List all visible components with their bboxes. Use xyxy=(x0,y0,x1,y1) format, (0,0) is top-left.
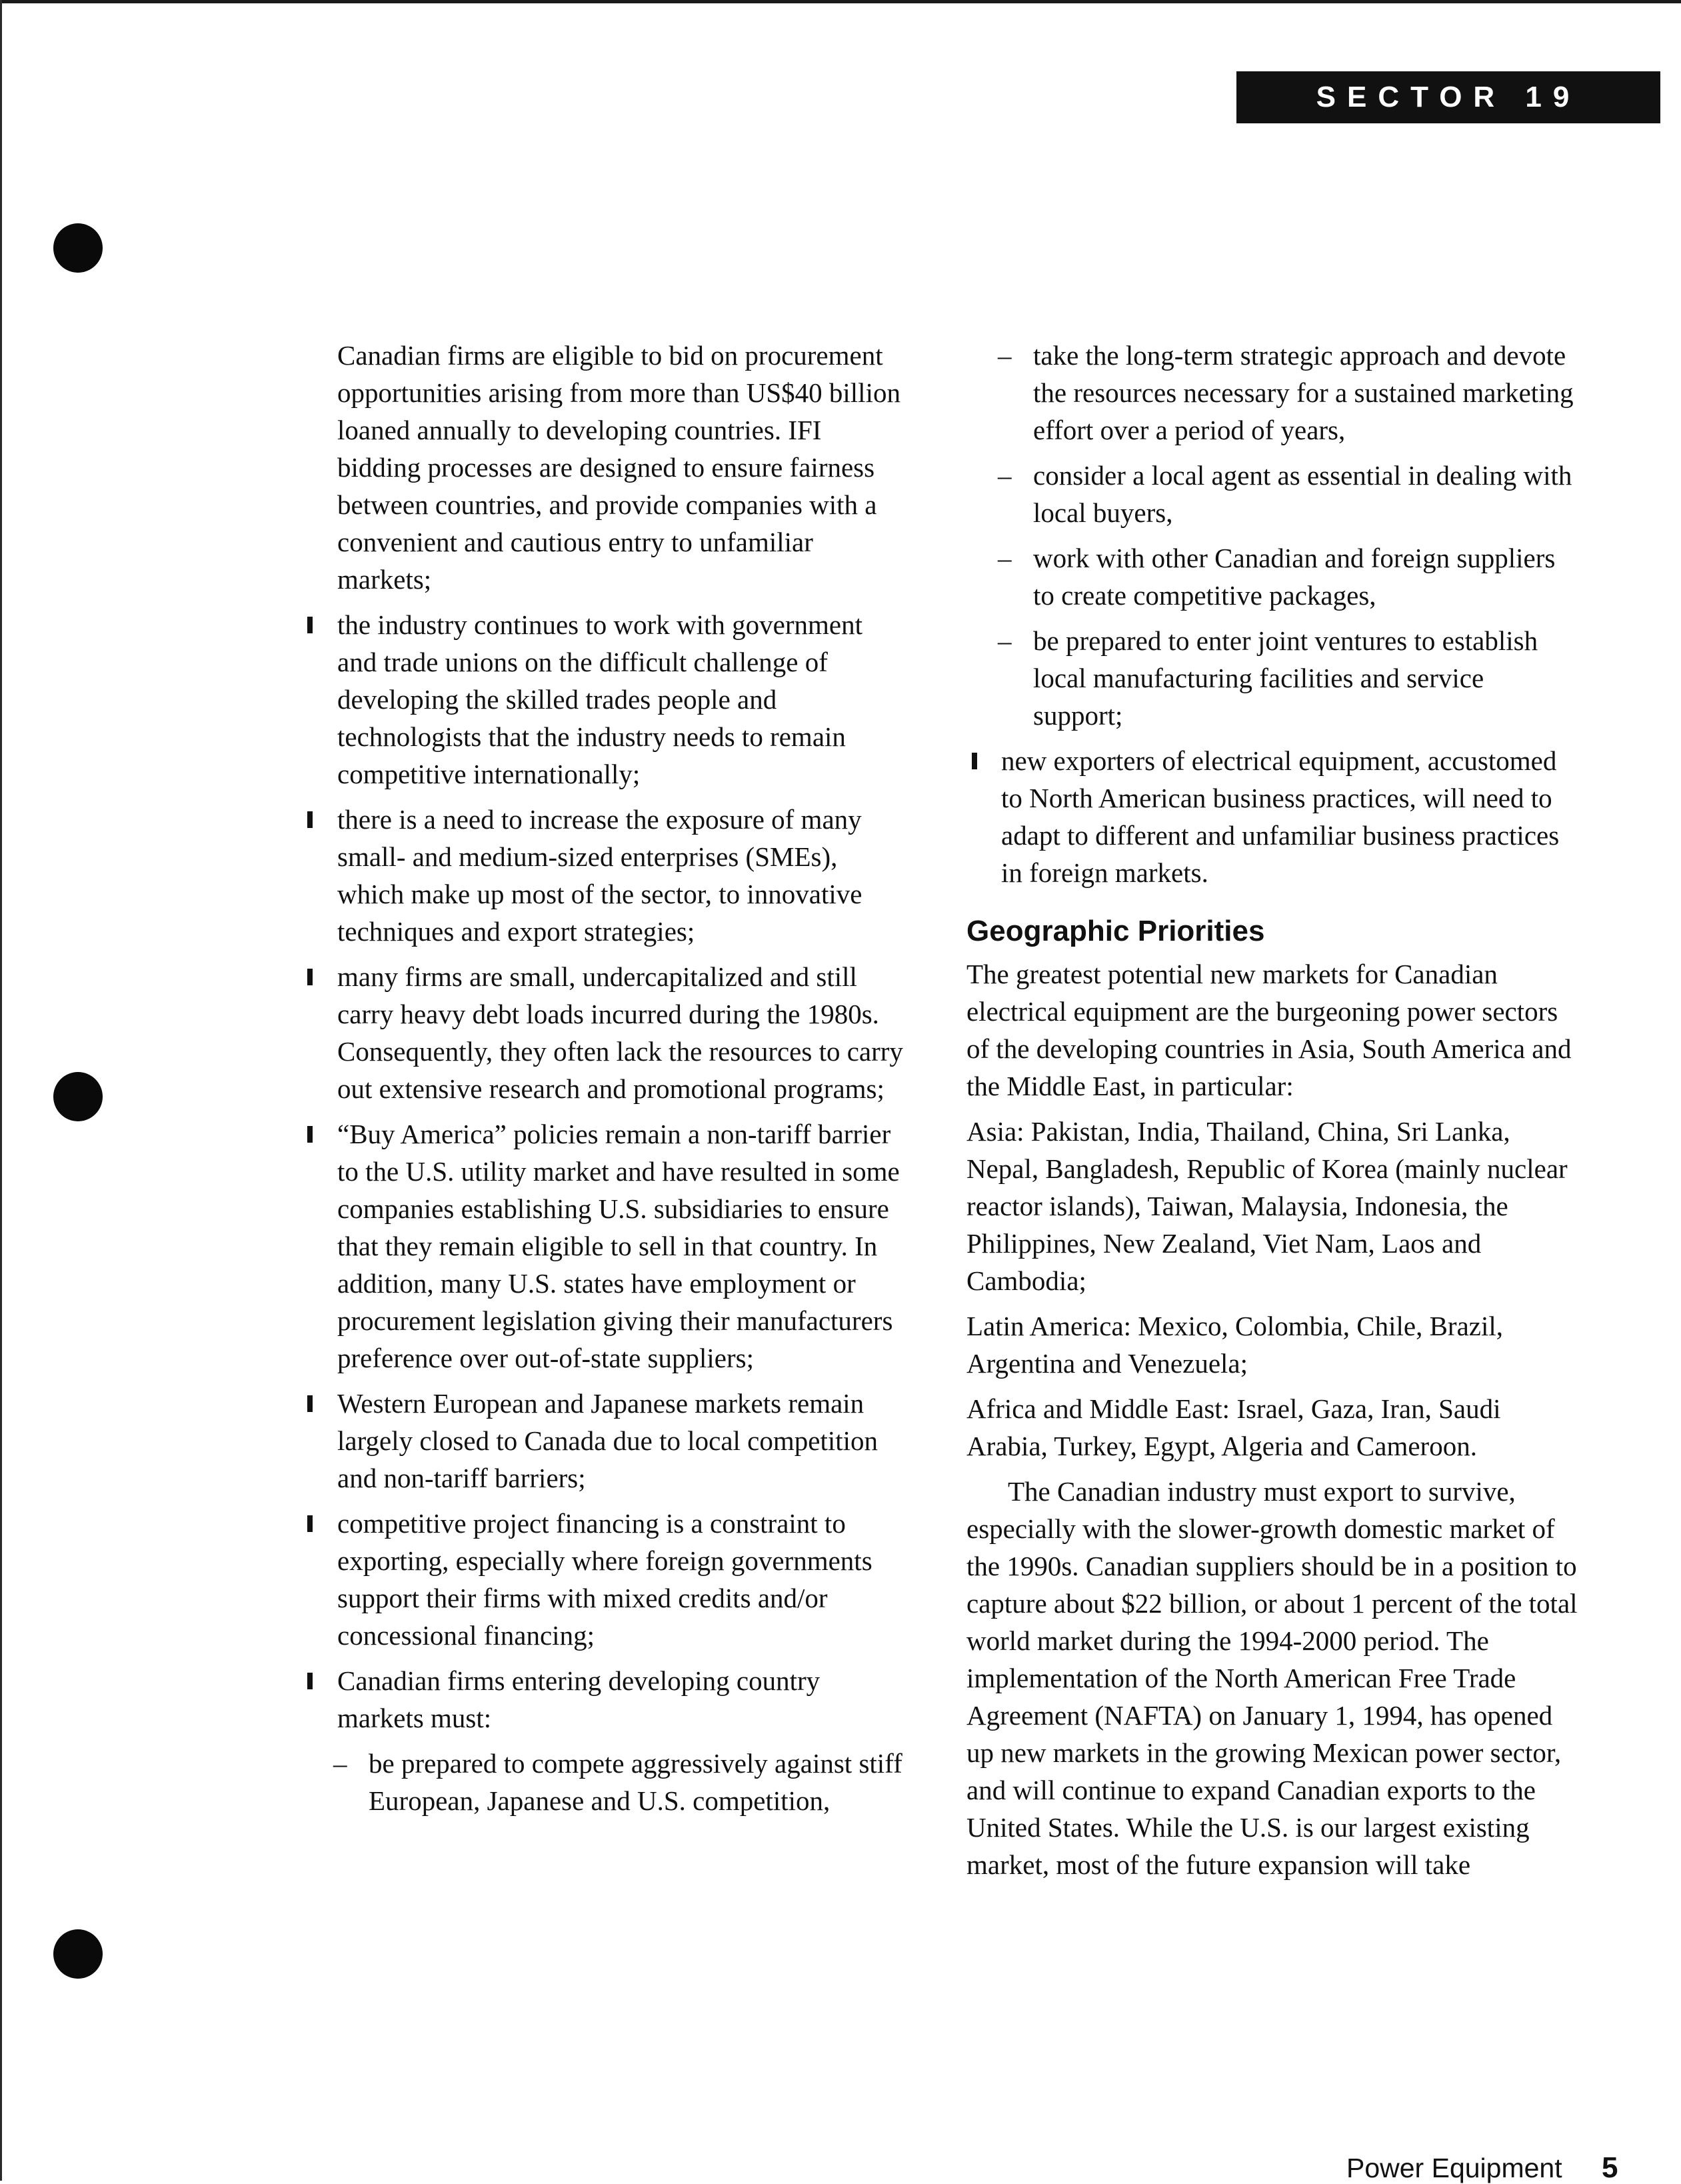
intro-paragraph: Canadian firms are eligible to bid on procurement opportunities arising from more than US$40 billion loaned annually to developing countries. IFI bidding processes are designed to ensure fairness between countries, and provide companies with a convenient and cautious entry to unfamiliar markets; xyxy=(337,340,900,595)
punch-hole-bottom xyxy=(53,1929,103,1979)
dash-text: consider a local agent as essential in dealing with local buyers, xyxy=(1033,460,1572,528)
bullet-marker xyxy=(307,969,313,985)
top-border-rule xyxy=(0,0,1681,3)
left-border-rule xyxy=(0,0,2,2181)
left-column xyxy=(302,337,905,1819)
bullet-text: competitive project financing is a constraint to exporting, especially where foreign governments support their firms with mixed credits and/or concessional financing; xyxy=(337,1508,872,1651)
dash-item xyxy=(966,539,1580,614)
region-africa-middle-east: Africa and Middle East: Israel, Gaza, Iran, Saudi Arabia, Turkey, Egypt, Algeria and Cameroon. xyxy=(966,1393,1501,1461)
region-latin-america: Latin America: Mexico, Colombia, Chile, Brazil, Argentina and Venezuela; xyxy=(966,1311,1504,1379)
bullet-item xyxy=(302,1662,905,1737)
sector-label: SECTOR 19 xyxy=(1236,71,1660,123)
dash-marker: – xyxy=(998,340,1012,371)
closing-paragraph: The Canadian industry must export to survive, especially with the slower-growth domestic market of the 1990s. Canadian suppliers should be in a position to capture about $22 billion, or about 1 percent of the total world market during the 1994-2000 period. The implementation of the North American Free Trade Agreement (NAFTA) on January 1, 1994, has opened up new markets in the growing Mexican power sector, and will continue to expand Canadian exports to the United States. While the U.S. is our largest existing market, most of the future expansion will take xyxy=(966,1476,1578,1880)
bullet-item xyxy=(302,801,905,950)
bullet-text: Western European and Japanese markets remain largely closed to Canada due to local competition and non-tariff barriers; xyxy=(337,1388,878,1493)
dash-item xyxy=(966,622,1580,734)
bullet-text: Canadian firms entering developing country markets must: xyxy=(337,1665,821,1733)
region-asia: Asia: Pakistan, India, Thailand, China, Sri Lanka, Nepal, Bangladesh, Republic of Korea (mainly nuclear reactor islands), Taiwan, Malaysia, Indonesia, the Philippines, New Zealand, Viet Nam, Laos and Cambodia; xyxy=(966,1116,1568,1296)
section-intro: The greatest potential new markets for Canadian electrical equipment are the burgeoning power sectors of the developing countries in Asia, South America and the Middle East, in particular: xyxy=(966,959,1572,1101)
page-number: 5 xyxy=(1602,2151,1618,2184)
dash-item xyxy=(966,337,1580,449)
dash-text: be prepared to compete aggressively against stiff European, Japanese and U.S. competition, xyxy=(369,1748,902,1816)
dash-text: work with other Canadian and foreign suppliers to create competitive packages, xyxy=(1033,543,1556,611)
bullet-marker xyxy=(307,1673,313,1689)
bullet-item xyxy=(302,1505,905,1654)
bullet-text: there is a need to increase the exposure of many small- and medium-sized enterprises (SMEs), which make up most of the sector, to innovative techniques and export strategies; xyxy=(337,804,862,947)
bullet-text: the industry continues to work with government and trade unions on the difficult challenge of developing the skilled trades people and technologists that the industry needs to remain competitive internationally; xyxy=(337,609,862,789)
bullet-text: “Buy America” policies remain a non-tariff barrier to the U.S. utility market and have resulted in some companies establishing U.S. subsidiaries to ensure that they remain eligible to sell in that country. In addition, many U.S. states have employment or procurement legislation giving their manufacturers preference over out-of-state suppliers; xyxy=(337,1119,900,1373)
dash-text: be prepared to enter joint ventures to establish local manufacturing facilities and service support; xyxy=(1033,625,1538,731)
bullet-marker xyxy=(307,617,313,633)
bullet-text: new exporters of electrical equipment, accustomed to North American business practices, will need to adapt to different and unfamiliar business practices in foreign markets. xyxy=(1001,745,1560,888)
dash-marker: – xyxy=(998,543,1012,573)
bullet-marker xyxy=(972,753,977,769)
bullet-item xyxy=(302,958,905,1107)
bullet-item xyxy=(302,1385,905,1497)
dash-marker: – xyxy=(333,1748,347,1779)
bullet-marker xyxy=(307,1395,313,1412)
bullet-item xyxy=(302,606,905,793)
bullet-text: many firms are small, undercapitalized and still carry heavy debt loads incurred during the 1980s. Consequently, they often lack the resources to carry out extensive research and promotional programs; xyxy=(337,961,903,1104)
punch-hole-top xyxy=(53,223,103,273)
dash-marker: – xyxy=(998,460,1012,491)
dash-item xyxy=(302,1745,905,1819)
right-column xyxy=(966,337,1580,1883)
footer-title: Power Equipment xyxy=(1346,2153,1562,2183)
section-heading: Geographic Priorities xyxy=(966,915,1265,947)
dash-text: take the long-term strategic approach and devote the resources necessary for a sustained marketing effort over a period of years, xyxy=(1033,340,1574,445)
bullet-marker xyxy=(307,1126,313,1143)
bullet-item xyxy=(302,1115,905,1377)
bullet-marker xyxy=(307,1515,313,1532)
dash-marker: – xyxy=(998,625,1012,656)
bullet-marker xyxy=(307,811,313,828)
bullet-item xyxy=(966,742,1580,891)
dash-item xyxy=(966,457,1580,531)
punch-hole-middle xyxy=(53,1072,103,1121)
